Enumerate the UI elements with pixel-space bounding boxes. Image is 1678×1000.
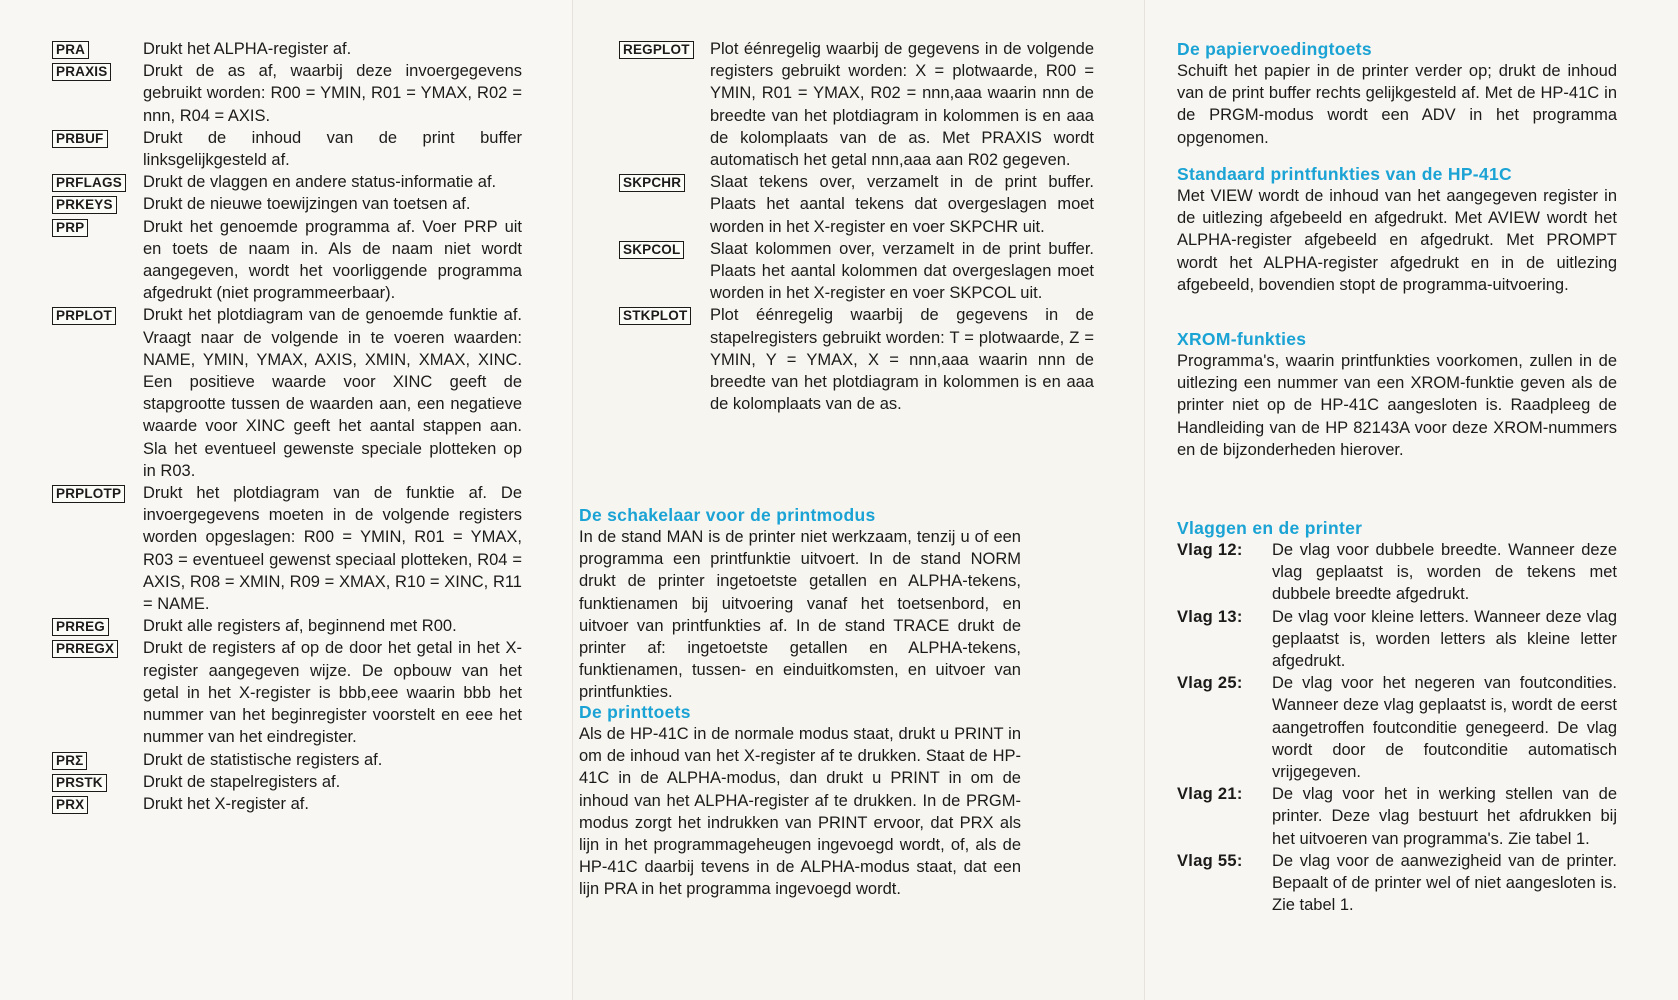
mode-switch-heading: De schakelaar voor de printmodus	[579, 505, 876, 525]
flag-label: Vlag 21:	[1177, 785, 1243, 804]
command-key-label: SKPCHR	[619, 174, 685, 192]
flag-list	[1177, 539, 1617, 916]
flag-entry	[1177, 850, 1617, 917]
key-column	[52, 482, 143, 503]
command-description: Drukt het plotdiagram van de genoemde funktie af. Vraagt naar de volgende in te voeren waarden: NAME, YMIN, YMAX, AXIS, XMIN, XMAX, XINC. Een positieve waarde voor XINC geeft de stapgrootte tussen de waarden aan, een negatieve waarde voor XINC geeft het aantal stappen aan. Sla het eventueel gewenste speciale plotteken op in R03.	[143, 306, 522, 480]
command-key-label: PRP	[52, 219, 88, 237]
command-key-label: PRBUF	[52, 130, 108, 148]
key-column	[52, 38, 143, 59]
flag-label: Vlag 25:	[1177, 674, 1243, 693]
command-key-label: PRFLAGS	[52, 174, 126, 192]
flag-entry	[1177, 539, 1617, 606]
command-description: Drukt de as af, waarbij deze invoergegevens gebruikt worden: R00 = YMIN, R01 = YMAX, R02 = nnn, R04 = AXIS.	[143, 62, 522, 125]
print-key-text: Als de HP-41C in de normale modus staat, drukt u PRINT in om de inhoud van het X-register af te drukken. Staat de HP-41C in de ALPHA-modus, dan drukt u PRINT in om de inhoud van het ALPHA-register af te drukken. In de PRGM-modus zorgt het indrukken van PRINT ervoor, dat PRX als lijn in het programmageheugen ingevoegd wordt, of, als de HP-41C daarbij tevens in de ALPHA-modus staat, dat een lijn PRA in het programma ingevoegd wordt.	[579, 725, 1021, 899]
command-entry-skpchr	[619, 171, 1094, 238]
print-key-section	[579, 701, 1021, 901]
command-description: Drukt de vlaggen en andere status-informatie af.	[143, 173, 497, 192]
command-entry-praxis	[52, 60, 522, 127]
flag-description: De vlag voor het negeren van foutcondities. Wanneer deze vlag geplaatst is, wordt de eerst aangetroffen foutconditie genegeerd. De vlag wordt door de foutconditie automatisch vrijgegeven.	[1272, 674, 1617, 782]
command-description: Drukt de inhoud van de print buffer linksgelijkgesteld af.	[143, 128, 522, 170]
standard-functions-section	[1177, 163, 1617, 296]
command-description: Drukt het plotdiagram van de funktie af. De invoergegevens moeten in de volgende registers worden opgeslagen: R00 = YMIN, R01 = YMAX, R03 = eventueel gewenst speciaal plotteken, R04 = AXIS, R08 = XMIN, R09 = XMAX, R10 = XINC, R11 = NAME.	[143, 484, 522, 614]
command-description: Drukt de stapelregisters af.	[143, 772, 341, 791]
command-description: Slaat kolommen over, verzamelt in de print buffer. Plaats het aantal kolommen dat overgeslagen moet worden in het X-register en voer SKPCOL uit.	[710, 239, 1094, 303]
command-description: Drukt de registers af op de door het getal in het X-register aangegeven wijze. De opbouw van het getal in het X-register is bbb,eee waarin bbb het nummer van het beginregister voorstelt en eee het nummer van het eindregister.	[143, 639, 522, 747]
flag-label: Vlag 12:	[1177, 541, 1243, 559]
command-entry-prp	[52, 216, 522, 305]
command-entry-prς	[52, 749, 522, 771]
key-column	[52, 637, 143, 658]
command-description: Drukt alle registers af, beginnend met R00.	[143, 617, 457, 636]
standard-functions-heading: Standaard printfunkties van de HP-41C	[1177, 164, 1512, 184]
flag-entry	[1177, 606, 1617, 673]
flag-label: Vlag 55:	[1177, 851, 1243, 870]
command-key-label: REGPLOT	[619, 41, 694, 59]
standard-functions-text: Met VIEW wordt de inhoud van het aangegeven register in de uitlezing afgebeeld en afgedrukt. Met AVIEW wordt het ALPHA-register afgebeeld en afgedrukt. Met PROMPT wordt het ALPHA-register afgedrukt en in de uitlezing afgebeeld, bovendien stopt de programma-uitvoering.	[1177, 187, 1617, 294]
command-key-label: STKPLOT	[619, 307, 691, 325]
command-key-label: PRΣ	[52, 752, 87, 770]
command-description: Plot éénregelig waarbij de gegevens in de stapelregisters gebruikt worden: T = plotwaarde, Z = YMIN, Y = YMAX, X = nnn,aaa waarin nnn de breedte van het plotdiagram in kolommen is en aaa de kolomplaats van de as.	[710, 306, 1094, 414]
command-entry-skpcol	[619, 238, 1094, 305]
flag-description: De vlag voor dubbele breedte. Wanneer deze vlag geplaatst is, worden de tekens met dubbele breedte afgedrukt.	[1272, 541, 1617, 604]
command-description: Drukt het X-register af.	[143, 794, 309, 813]
command-key-label: PRA	[52, 41, 89, 59]
command-description: Slaat tekens over, verzamelt in de print buffer. Plaats het aantal tekens dat overgeslagen moet worden in het X-register en voer SKPCHR uit.	[710, 173, 1094, 236]
flag-entry	[1177, 783, 1617, 850]
key-column	[52, 127, 143, 148]
key-column	[52, 771, 143, 792]
command-entry-prregx	[52, 637, 522, 748]
command-entry-prreg	[52, 615, 522, 637]
key-column	[52, 60, 143, 81]
flags-section	[1177, 517, 1617, 916]
command-key-label: PRPLOTP	[52, 485, 125, 503]
command-entry-prstk	[52, 771, 522, 793]
command-entry-prplot	[52, 304, 522, 482]
key-column	[619, 38, 710, 59]
command-description: Drukt het ALPHA-register af.	[143, 40, 352, 58]
paper-advance-text: Schuift het papier in de printer verder op; drukt de inhoud van de print buffer rechts gelijkgesteld af. Met de HP-41C in de PRGM-modus wordt een ADV in het programma opgenomen.	[1177, 62, 1617, 147]
print-key-heading: De printtoets	[579, 702, 691, 722]
paper-advance-section	[1177, 38, 1617, 149]
flag-description: De vlag voor kleine letters. Wanneer deze vlag geplaatst is, worden letters als kleine letter afgedrukt.	[1272, 607, 1617, 671]
command-entry-pra	[52, 38, 522, 60]
command-entry-stkplot	[619, 304, 1094, 415]
middle-page	[572, 0, 1144, 1000]
key-column	[619, 304, 710, 325]
command-description: Drukt de statistische registers af.	[143, 750, 383, 769]
paper-advance-heading: De papiervoedingtoets	[1177, 39, 1372, 59]
key-column	[52, 304, 143, 325]
command-key-label: PRAXIS	[52, 63, 111, 81]
flags-heading: Vlaggen en de printer	[1177, 518, 1363, 538]
mode-switch-text: In de stand MAN is de printer niet werkzaam, tenzij u of een programma een printfunktie uitvoert. In de stand NORM drukt de printer ingetoetste getallen en ALPHA-tekens, funktienamen bij uitvoering vanaf het toetsenbord, en uitvoer van printfunkties af. In de stand TRACE drukt de printer af: ingetoetste getallen en ALPHA-tekens, funktienamen, tussen- en einduitkomsten, en uitvoer van printfunkties.	[579, 528, 1021, 702]
key-column	[52, 749, 143, 770]
mode-switch-section	[579, 504, 1021, 704]
command-description: Plot éénregelig waarbij de gegevens in de volgende registers gebruikt worden: X = plotwaarde, R00 = YMIN, R01 = YMAX, R02 = nnn,aaa waarin nnn de breedte van het plotdiagram in kolommen is en aaa de kolomplaats van de as. Met PRAXIS wordt automatisch het getal nnn,aaa aan R02 gegeven.	[710, 40, 1094, 170]
key-column	[52, 193, 143, 214]
command-key-label: PRKEYS	[52, 196, 117, 214]
command-description: Drukt het genoemde programma af. Voer PRP uit en toets de naam in. Als de naam niet wordt aangegeven, wordt het voorliggende programma afgedrukt (niet programmeerbaar).	[143, 217, 522, 303]
command-entry-prplotp	[52, 482, 522, 615]
command-key-label: SKPCOL	[619, 241, 684, 259]
flag-entry	[1177, 672, 1617, 783]
command-key-label: PRSTK	[52, 774, 107, 792]
xrom-text: Programma's, waarin printfunkties voorkomen, zullen in de uitlezing een nummer van een XROM-funktie geven als de printer niet op de HP-41C aangesloten is. Raadpleeg de Handleiding van de HP 82143A voor deze XROM-nummers en de bijzonderheden hierover.	[1177, 352, 1617, 459]
key-column	[619, 238, 710, 259]
command-entry-regplot	[619, 38, 1094, 171]
command-key-label: PRPLOT	[52, 307, 116, 325]
command-key-label: PRREGX	[52, 640, 118, 658]
left-page	[0, 0, 572, 1000]
key-column	[52, 615, 143, 636]
command-entry-prx	[52, 793, 522, 815]
key-column	[619, 171, 710, 192]
right-page	[1144, 0, 1678, 1000]
flag-description: De vlag voor het in werking stellen van de printer. Deze vlag bestuurt het afdrukken bij het uitvoeren van programma's. Zie tabel 1.	[1272, 785, 1617, 848]
key-column	[52, 793, 143, 814]
flag-description: De vlag voor de aanwezigheid van de printer. Bepaalt of de printer wel of niet aangesloten is. Zie tabel 1.	[1272, 851, 1617, 915]
key-column	[52, 216, 143, 237]
left-command-list	[52, 38, 522, 815]
command-key-label: PRREG	[52, 618, 109, 636]
command-key-label: PRX	[52, 796, 88, 814]
command-entry-prflags	[52, 171, 522, 193]
command-entry-prbuf	[52, 127, 522, 171]
key-column	[52, 171, 143, 192]
xrom-section	[1177, 328, 1617, 461]
flag-label: Vlag 13:	[1177, 607, 1243, 626]
middle-command-list	[619, 38, 1094, 415]
command-description: Drukt de nieuwe toewijzingen van toetsen af.	[143, 195, 471, 214]
command-entry-prkeys	[52, 193, 522, 215]
xrom-heading: XROM-funkties	[1177, 329, 1307, 349]
